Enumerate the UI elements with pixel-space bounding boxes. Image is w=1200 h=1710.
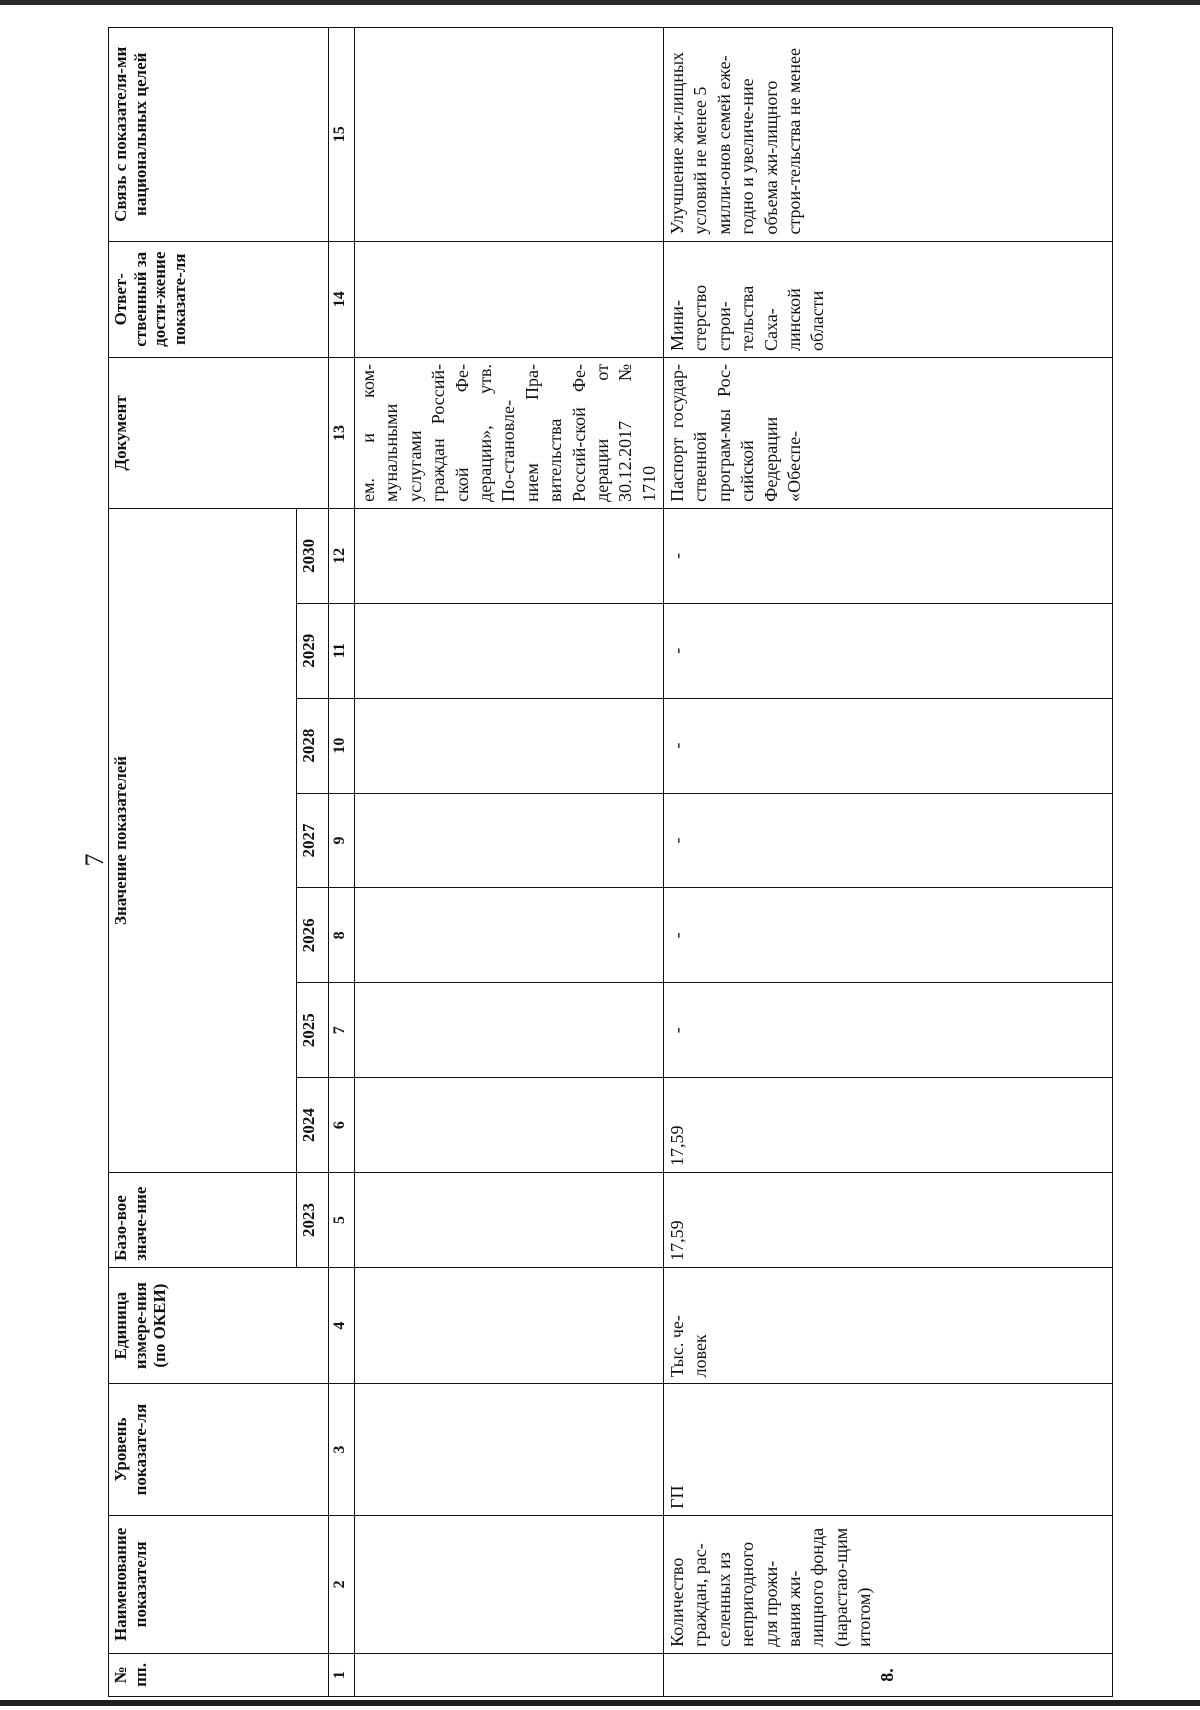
cont-cell-10 (355, 698, 664, 793)
header-name: Наименование показателя (109, 1515, 329, 1653)
cont-cell-2 (355, 1515, 664, 1653)
header-link: Связь с показателя-ми национальных целей (109, 28, 329, 242)
year-2030: 2030 (297, 508, 329, 603)
row8-value-2027: - (664, 793, 1113, 888)
cont-document-text: ем. и ком-мунальными услугами граждан Россий-ской Фе-дерации», утв. По-становле-нием Пра-вительства Россий-ской Фе-дерации от 30.12.2017 № 1710 (355, 357, 664, 508)
cont-cell-14 (355, 241, 664, 357)
scan-edge-bottom (0, 1700, 1200, 1706)
table-row-8 (664, 28, 1113, 1697)
cont-cell-4 (355, 1267, 664, 1383)
col-num-15: 15 (329, 28, 355, 242)
year-2028: 2028 (297, 698, 329, 793)
row8-value-2030: - (664, 508, 1113, 603)
row8-value-2029: - (664, 603, 1113, 698)
year-2026: 2026 (297, 888, 329, 983)
cont-cell-6 (355, 1078, 664, 1173)
year-2023: 2023 (297, 1173, 329, 1268)
row8-national-goal-link: Улучшение жи-лищных условий не менее 5 милли-онов семей еже-годно и увеличе-ние объема жи-лищного строи-тельства не менее (664, 28, 1113, 242)
col-num-11: 11 (329, 603, 355, 698)
cont-cell-1 (355, 1653, 664, 1696)
col-num-10: 10 (329, 698, 355, 793)
row8-unit: Тыс. че-ловек (664, 1267, 1113, 1383)
cont-cell-12 (355, 508, 664, 603)
header-row (109, 28, 297, 1697)
row8-value-2026: - (664, 888, 1113, 983)
header-responsible: Ответ-ственный за дости-жение показате-ля (109, 241, 329, 357)
row8-value-2028: - (664, 698, 1113, 793)
rotated-table-wrapper (108, 27, 1113, 1697)
col-num-14: 14 (329, 241, 355, 357)
cont-cell-3 (355, 1384, 664, 1516)
header-base: Базо-вое значе-ние (109, 1173, 297, 1268)
cont-cell-5 (355, 1173, 664, 1268)
col-num-2: 2 (329, 1515, 355, 1653)
header-values-group: Значение показателей (109, 508, 297, 1172)
scan-edge-top (0, 0, 1200, 5)
header-document: Документ (109, 357, 329, 508)
row8-base-2023: 17,59 (664, 1173, 1113, 1268)
cont-cell-9 (355, 793, 664, 888)
year-2029: 2029 (297, 603, 329, 698)
cont-cell-11 (355, 603, 664, 698)
year-2025: 2025 (297, 983, 329, 1078)
header-no: № пп. (109, 1653, 329, 1696)
col-num-13: 13 (329, 357, 355, 508)
cont-cell-7 (355, 983, 664, 1078)
indicators-table (108, 27, 1113, 1697)
col-num-4: 4 (329, 1267, 355, 1383)
col-num-5: 5 (329, 1173, 355, 1268)
row8-document: Паспорт государ-ственной програм-мы Рос-сийской Федерации «Обеспе- (664, 357, 1113, 508)
cont-cell-8 (355, 888, 664, 983)
cont-cell-15 (355, 28, 664, 242)
row8-value-2024: 17,59 (664, 1078, 1113, 1173)
col-num-1: 1 (329, 1653, 355, 1696)
column-numbers-row (329, 28, 355, 1697)
continuation-row (355, 28, 664, 1697)
col-num-9: 9 (329, 793, 355, 888)
col-num-12: 12 (329, 508, 355, 603)
year-2024: 2024 (297, 1078, 329, 1173)
col-num-6: 6 (329, 1078, 355, 1173)
row8-value-2025: - (664, 983, 1113, 1078)
col-num-3: 3 (329, 1384, 355, 1516)
row8-responsible: Мини-стерство строи-тельства Саха-линской области (664, 241, 1113, 357)
header-level: Уровень показате-ля (109, 1384, 329, 1516)
col-num-7: 7 (329, 983, 355, 1078)
year-2027: 2027 (297, 793, 329, 888)
col-num-8: 8 (329, 888, 355, 983)
page-number: 7 (80, 853, 109, 867)
row8-no: 8. (664, 1653, 1113, 1696)
header-unit: Единица измере-ния (по ОКЕИ) (109, 1267, 329, 1383)
row8-name: Количество граждан, рас-селенных из непригодного для прожи-вания жи-лищного фонда (нарастаю-щим итогом) (664, 1515, 1113, 1653)
row8-level: ГП (664, 1384, 1113, 1516)
